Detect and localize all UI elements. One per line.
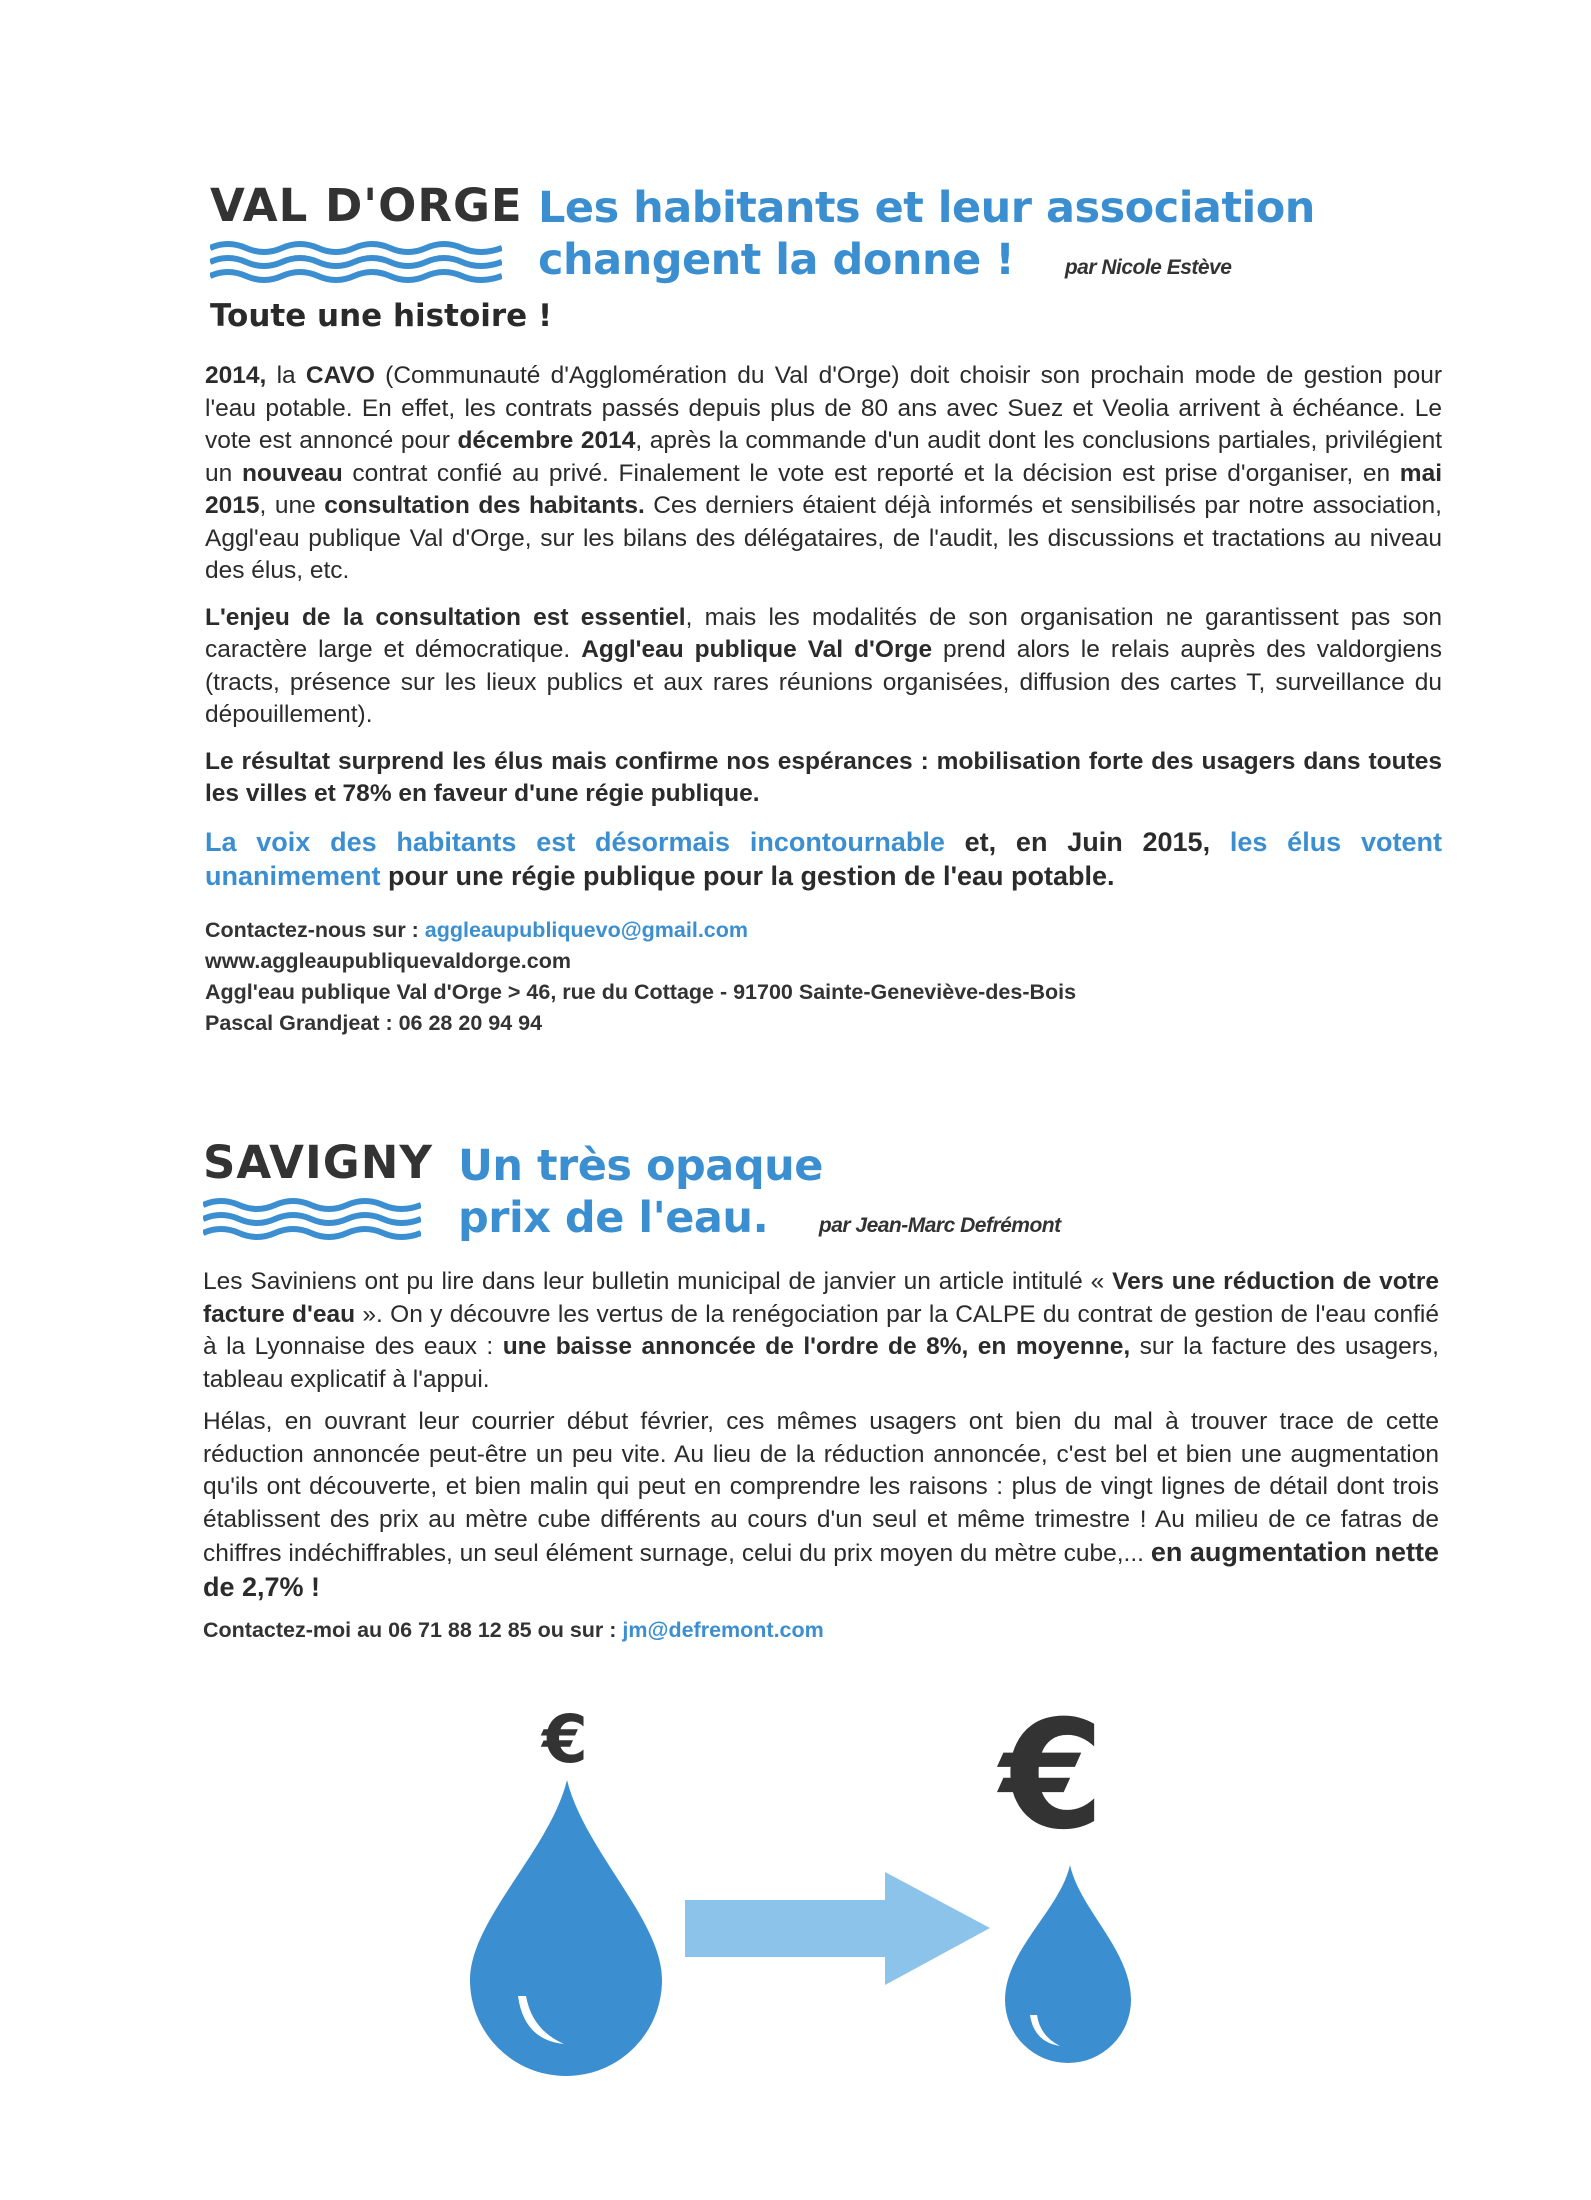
text-span: les élus votent unanimement [205, 826, 1442, 891]
savigny-logo [203, 1136, 433, 1245]
text-span: Contactez-moi au 06 71 88 12 85 ou sur : [203, 1618, 623, 1642]
text-span: et, en Juin 2015, [944, 826, 1230, 857]
text-span: Ces derniers étaient déjà informés et sensibilisés par notre association, Aggl'eau publique Val d'Orge, sur les bilans des délégataires, de l'audit, les discussions et tractations au niveau des élus, etc. [205, 492, 1442, 584]
section1-email-link[interactable]: aggleaupubliquevo@gmail.com [424, 917, 749, 942]
text-span: La voix des habitants est désormais incontournable [205, 826, 945, 857]
section2-title-line2 [458, 1192, 1358, 1252]
val-dorge-logo [210, 179, 523, 288]
text-span: ». On y découvre les vertus de la renégociation par la CALPE du contrat de gestion de l'eau confié à la Lyonnaise des eaux : [203, 1300, 1439, 1360]
section1-title-line2 [538, 234, 1438, 294]
savigny-logo-text: SAVIGNY [203, 1136, 433, 1189]
text-span: pour une régie publique pour la gestion de l'eau potable. [380, 860, 1115, 891]
val-dorge-logo-text: VAL D'ORGE [210, 179, 523, 232]
text-span: L'enjeu de la consultation est essentiel [205, 603, 686, 631]
section1-address: Aggl'eau publique Val d'Orge > 46, rue du Cottage - 91700 Sainte-Geneviève-des-Bois [205, 979, 1077, 1004]
euro-small-icon: € [542, 1701, 588, 1778]
section1-paragraph-4 [205, 825, 1442, 893]
text-span: CAVO [305, 362, 375, 389]
section1-title-line2-text: changent la donne ! [538, 235, 1015, 285]
text-span: , après la commande d'un audit dont les conclusions partiales, privilégient un [205, 427, 1442, 487]
arrow-right-icon [685, 1872, 990, 1985]
waves-icon [210, 238, 502, 288]
section1-contact-email-line [205, 915, 1442, 946]
euro-large-icon: € [999, 1689, 1105, 1863]
price-increase-illustration [440, 1680, 1160, 2080]
text-span: la [266, 362, 306, 389]
large-water-drop-icon [470, 1780, 662, 2076]
text-span: nouveau [241, 459, 343, 487]
text-span: mai 2015 [205, 459, 1442, 519]
text-span: contrat confié au privé. Finalement le vote est reporté et la décision est prise d'organiser, en [342, 459, 1400, 487]
text-span: consultation des habitants. [324, 492, 645, 519]
section2-title-line2-text: prix de l'eau. [458, 1193, 769, 1243]
text-span: 2014, [205, 362, 267, 389]
text-span: , mais les modalités de son organisation ne garantissent pas son caractère large et démocratique. [205, 603, 1442, 663]
section2-body [203, 1266, 1439, 1646]
text-span: prend alors le relais auprès des valdorgiens (tracts, présence sur les lieux publics et aux rares réunions organisées, diffusion des cartes T, surveillance du dépouillement). [205, 636, 1442, 728]
text-span: Contactez-nous sur : [205, 917, 425, 942]
section1-paragraph-1 [205, 360, 1442, 588]
section2-email-link[interactable]: jm@defremont.com [622, 1618, 824, 1642]
section2-contact-line [203, 1615, 1439, 1646]
text-span: (Communauté d'Agglomération du Val d'Orge) doit choisir son prochain mode de gestion pour l'eau potable. En effet, les contrats passés depuis plus de 80 ans avec Suez et Veolia arrivent à échéance. Le vote est annoncé pour [205, 362, 1442, 454]
section2-paragraph-1 [203, 1266, 1439, 1396]
section1-paragraph-2 [205, 602, 1442, 732]
section1-paragraph-3: Le résultat surprend les élus mais confirme nos espérances : mobilisation forte des usagers dans toutes les villes et 78% en faveur d'une régie publique. [205, 747, 1442, 807]
text-span: Aggl'eau publique Val d'Orge [581, 636, 933, 663]
section1-website[interactable]: www.aggleaupubliquevaldorge.com [205, 948, 571, 973]
waves-icon [203, 1195, 421, 1245]
section2-byline: par Jean-Marc Defrémont [818, 1214, 1061, 1237]
text-span: Les Saviniens ont pu lire dans leur bulletin municipal de janvier un article intitulé « [203, 1268, 1113, 1295]
text-span: décembre 2014 [457, 427, 636, 454]
section1-title [538, 182, 1438, 294]
section2-title-line1: Un très opaque [458, 1141, 823, 1191]
section1-contact-block [205, 915, 1442, 1039]
text-span: , une [259, 492, 325, 519]
text-span: sur la facture des usagers, tableau explicatif à l'appui. [203, 1333, 1439, 1393]
text-span: en augmentation nette de 2,7% ! [203, 1537, 1439, 1602]
section1-phone: Pascal Grandjeat : 06 28 20 94 94 [205, 1010, 543, 1035]
section1-byline: par Nicole Estève [1064, 256, 1232, 279]
section2-paragraph-2 [203, 1406, 1439, 1605]
text-span: Hélas, en ouvrant leur courrier début février, ces mêmes usagers ont bien du mal à trouver trace de cette réduction annoncée peut-être un peu vite. Au lieu de la réduction annoncée, c'est bel et bien une augmentation qu'ils ont découverte, et bien malin qui peut en comprendre les raisons : plus de vingt lignes de détail dont trois établissent des prix au mètre cube différents au cours d'un seul et même trimestre ! Au milieu de ce fatras de chiffres indéchiffrables, un seul élément surnage, celui du prix moyen du mètre cube,... [203, 1408, 1439, 1567]
section1-title-line1: Les habitants et leur association [538, 183, 1315, 233]
text-span: une baisse annoncée de l'ordre de 8%, en moyenne, [502, 1333, 1131, 1360]
section1-body [205, 360, 1442, 1039]
small-water-drop-icon [1005, 1865, 1131, 2063]
section1-subheading: Toute une histoire ! [210, 298, 553, 334]
text-span: Vers une réduction de votre facture d'eau [203, 1268, 1439, 1328]
section2-title [458, 1140, 1358, 1252]
